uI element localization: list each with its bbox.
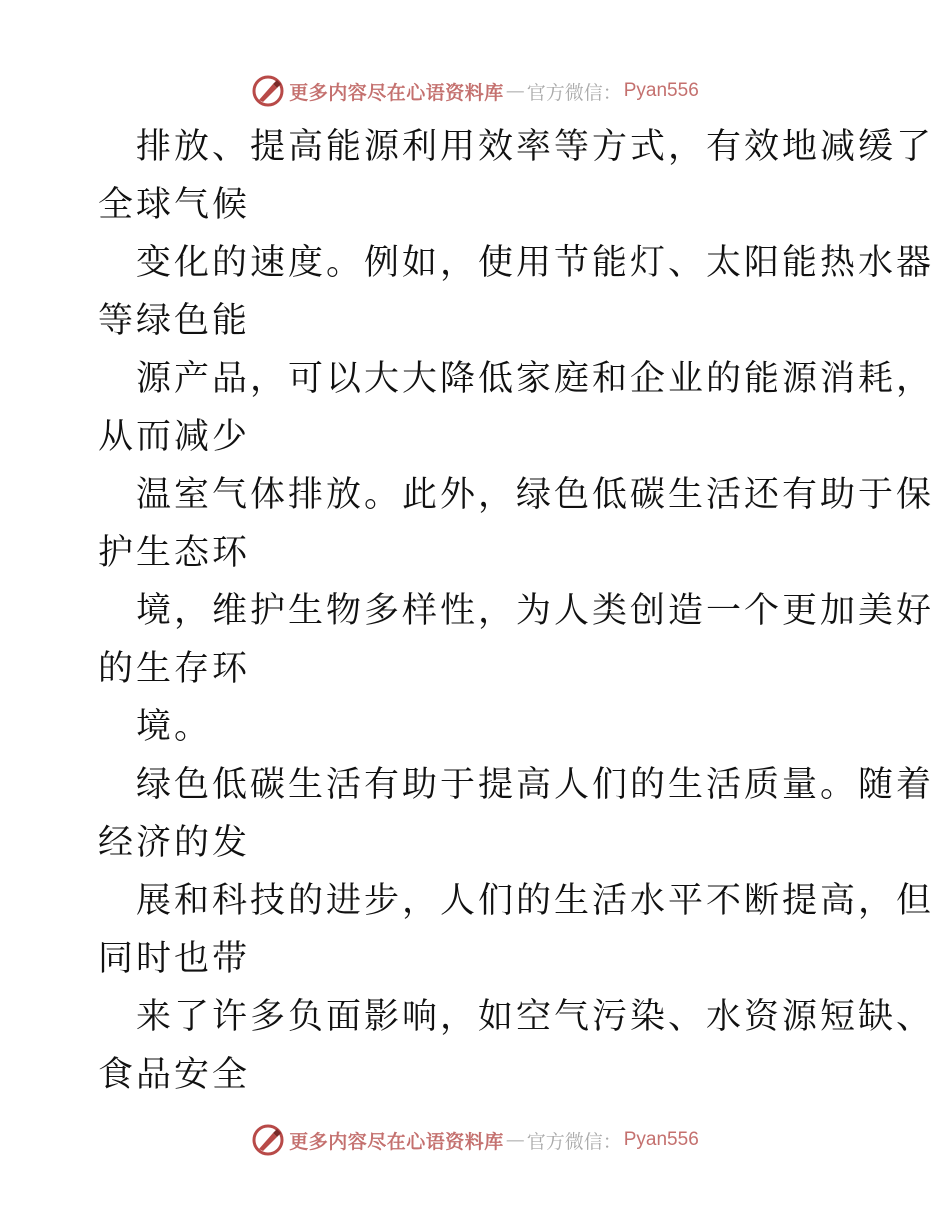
document-body — [98, 118, 935, 1104]
body-line: 同时也带 — [98, 939, 251, 979]
header-watermark — [0, 71, 950, 111]
body-line: 全球气候 — [98, 185, 251, 225]
body-line: 从而减少 — [98, 417, 251, 457]
body-line: 经济的发 — [98, 823, 251, 863]
header-wechat-id: Pyan556 — [623, 80, 699, 101]
body-line: 排放、提高能源利用效率等方式，有效地减缓了 — [136, 127, 935, 167]
body-line: 变化的速度。例如，使用节能灯、太阳能热水器 — [136, 243, 935, 283]
body-line: 温室气体排放。此外，绿色低碳生活还有助于保 — [136, 475, 935, 515]
body-line: 源产品，可以大大降低家庭和企业的能源消耗， — [136, 359, 935, 399]
footer-watermark — [0, 1120, 950, 1160]
header-site-text: 更多内容尽在心语资料库 — [289, 81, 504, 104]
body-line: 境。 — [136, 707, 213, 747]
body-line: 等绿色能 — [98, 301, 251, 341]
body-line: 护生态环 — [98, 533, 251, 573]
footer-wechat-id: Pyan556 — [623, 1129, 699, 1150]
body-line: 来了许多负面影响，如空气污染、水资源短缺、 — [136, 997, 935, 1037]
pen-logo-icon — [251, 74, 285, 108]
header-dash: — — [505, 80, 525, 102]
pen-logo-icon — [251, 1123, 285, 1157]
body-line: 的生存环 — [98, 649, 251, 689]
footer-dash: — — [505, 1129, 525, 1151]
body-line: 展和科技的进步，人们的生活水平不断提高，但 — [136, 881, 935, 921]
body-line: 食品安全 — [98, 1055, 251, 1095]
header-official-label: 官方微信： — [526, 81, 622, 104]
footer-site-text: 更多内容尽在心语资料库 — [289, 1130, 504, 1153]
footer-official-label: 官方微信： — [526, 1130, 622, 1153]
body-line: 绿色低碳生活有助于提高人们的生活质量。随着 — [136, 765, 935, 805]
body-line: 境，维护生物多样性，为人类创造一个更加美好 — [136, 591, 935, 631]
